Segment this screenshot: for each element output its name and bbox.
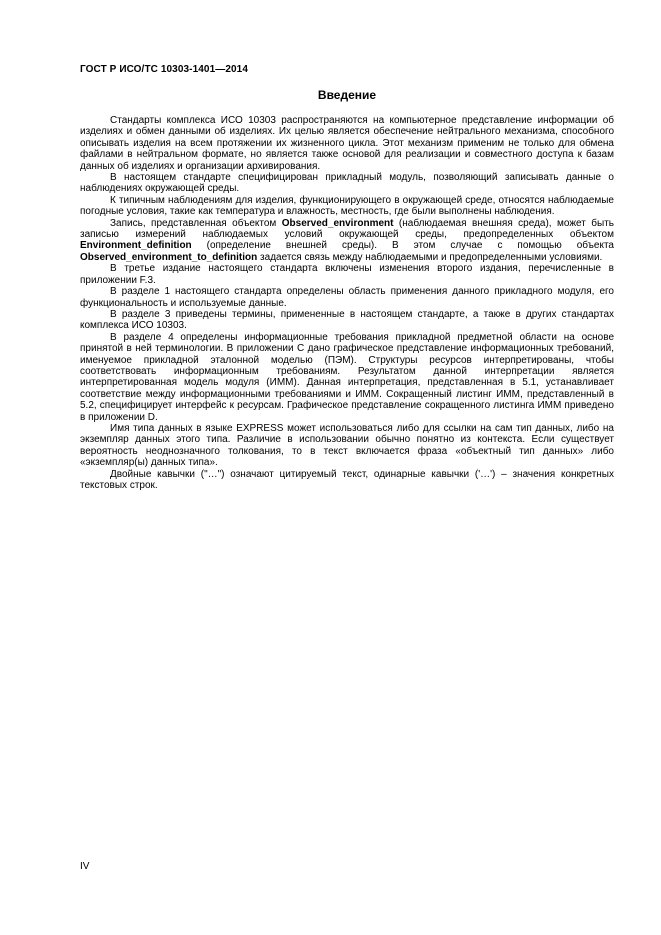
paragraph-1: Стандарты комплекса ИСО 10303 распространяются на компьютерное представление информации об изделиях и обмен данными об изделиях. Их целью является обеспечение нейтрального механизма, способного описывать изделия на всем протяжении их жизненного цикла. Этот механизм применим не только для обмена файлами в нейтральном формате, но является также основой для реализации и совместного доступа к базам данных об изделиях и организации архивирования. <box>80 115 614 172</box>
paragraph-4-text-2: (наблюдаемая внешняя среда), может быть записью измерений наблюдаемых условий окружающей среды, предопределенных объектом <box>80 217 614 241</box>
paragraph-8: В разделе 4 определены информационные требования прикладной предметной области на основе принятой в ней терминологии. В приложении С дано графическое представление информационных требований, именуемое прикладной эталонной моделью (ПЭМ). Структуры ресурсов интерпретированы, чтобы соответствовать информационным требованиям. Результатом данной интерпретации является интерпретированная модель модуля (ИММ). Данная интерпретация, представленная в 5.1, устанавливает соответствие между информационными требованиями и ИММ. Сокращенный листинг ИММ, представленный в 5.2, специфицирует интерфейс к ресурсам. Графическое представление сокращенного листинга ИММ приведено в приложении D. <box>80 331 614 423</box>
introduction-body <box>80 115 614 491</box>
section-title: Введение <box>317 88 377 102</box>
paragraph-10: Двойные кавычки ("…") означают цитируемый текст, одинарные кавычки ('…') – значения конкретных текстовых строк. <box>80 468 614 491</box>
paragraph-3: К типичным наблюдениям для изделия, функционирующего в окружающей среде, относятся наблюдаемые погодные условия, такие как температура и влажность, местность, где были выполнены наблюдения. <box>80 194 614 218</box>
paragraph-6: В разделе 1 настоящего стандарта определены область применения данного прикладного модуля, его функциональность и используемые данные. <box>80 286 614 309</box>
paragraph-7: В разделе 3 приведены термины, примененные в настоящем стандарте, а также в других стандартах комплекса ИСО 10303. <box>80 308 614 332</box>
paragraph-4-text-4: задается связь между наблюдаемыми и предопределенными условиями. <box>257 251 603 263</box>
paragraph-2: В настоящем стандарте специфицирован прикладный модуль, позволяющий записывать данные о наблюдениях окружающей среды. <box>80 172 614 195</box>
document-header: ГОСТ Р ИСО/ТС 10303-1401—2014 <box>80 64 248 75</box>
paragraph-4-text-3: (определение внешней среды). В этом случае с помощью объекта <box>191 240 614 252</box>
entity-observed-environment: Observed_environment <box>281 217 394 229</box>
entity-observed-environment-to-definition: Observed_environment_to_definition <box>80 251 258 263</box>
paragraph-5: В третье издание настоящего стандарта включены изменения второго издания, перечисленные в приложении F.3. <box>80 263 614 286</box>
paragraph-4-text-1: Запись, представленная объектом <box>110 217 282 229</box>
paragraph-4 <box>80 218 614 264</box>
entity-environment-definition: Environment_definition <box>80 240 192 252</box>
paragraph-9: Имя типа данных в языке EXPRESS может использоваться либо для ссылки на сам тип данных, либо на экземпляр данных этого типа. Различие в использовании обычно понятно из контекста. Если существует вероятность неоднозначного толкования, то в текст включается фраза «объектный тип данных» либо «экземпляр(ы) данных типа». <box>80 422 614 469</box>
page-number: IV <box>80 861 90 872</box>
